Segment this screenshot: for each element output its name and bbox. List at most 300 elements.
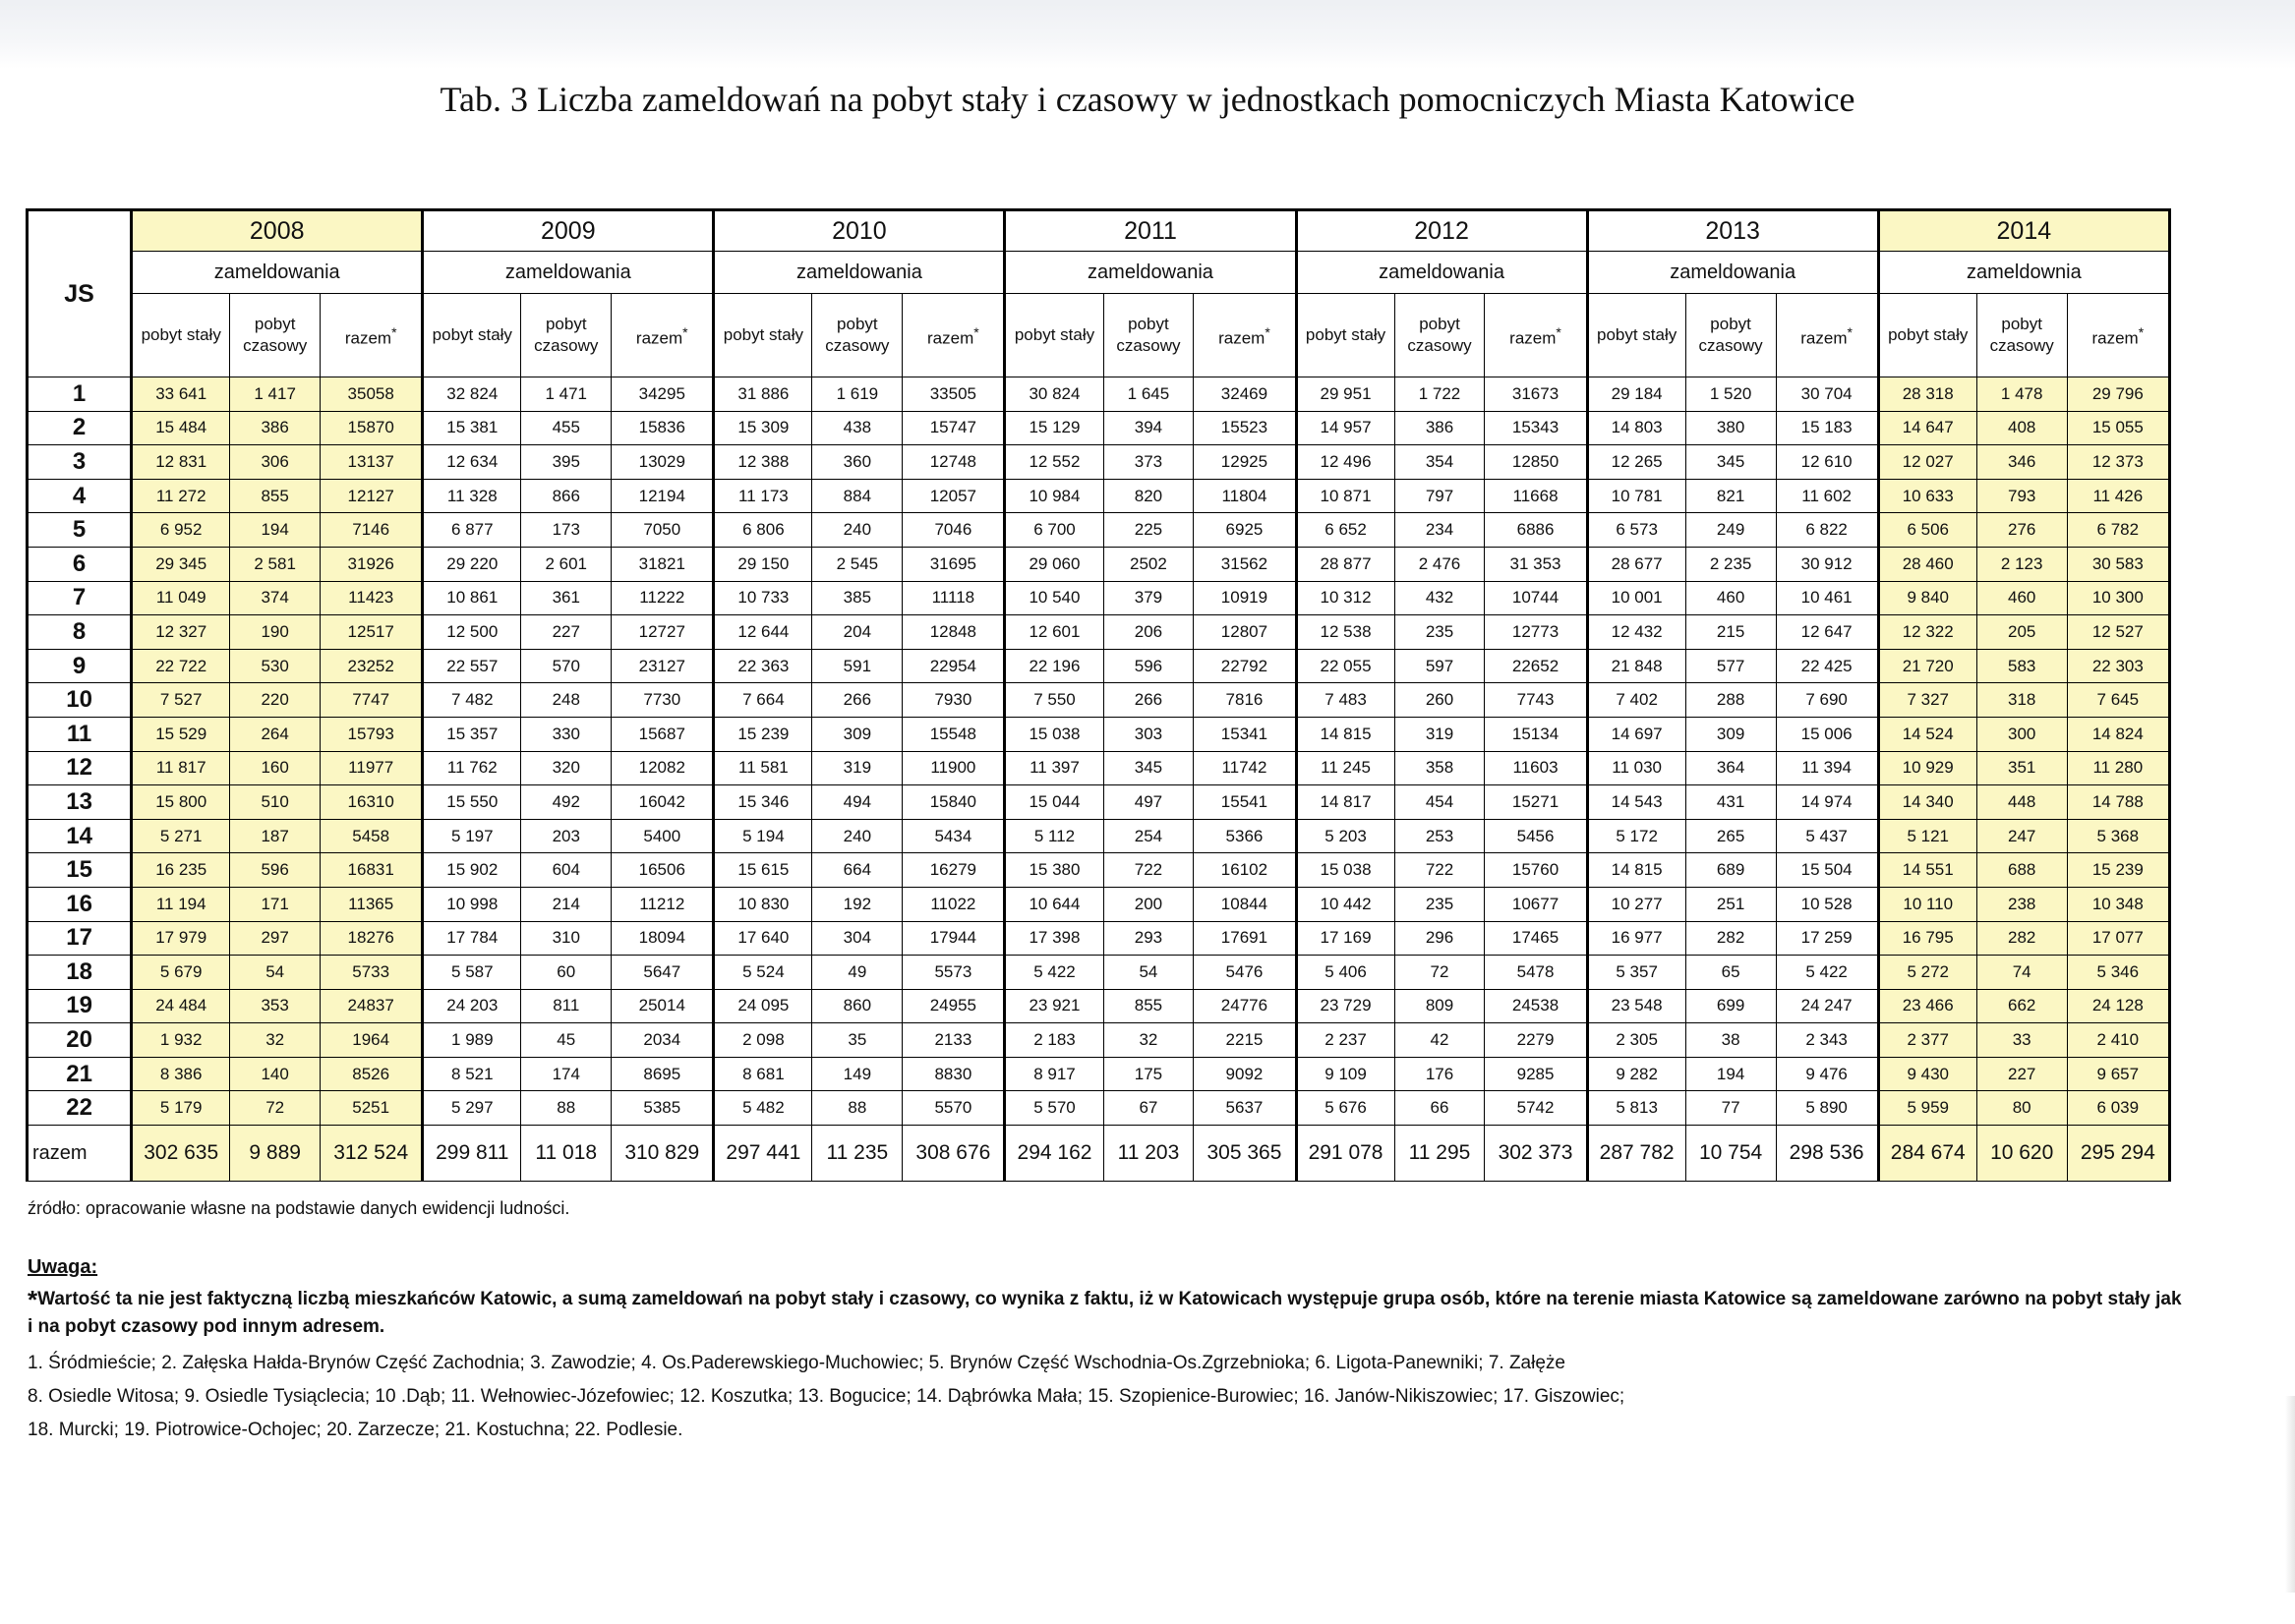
table-cell: 303: [1103, 717, 1194, 751]
table-row: [28, 989, 2170, 1023]
table-cell: 10919: [1194, 581, 1296, 615]
table-cell: 354: [1394, 445, 1485, 480]
table-cell: 17944: [903, 921, 1005, 956]
table-cell: 42: [1394, 1023, 1485, 1058]
table-cell: 380: [1685, 411, 1776, 445]
scan-edge-artifact: [2285, 1396, 2295, 1593]
table-cell: 596: [230, 853, 321, 888]
table-cell: 8 681: [714, 1057, 812, 1091]
table-cell: 15 239: [714, 717, 812, 751]
table-cell: 176: [1394, 1057, 1485, 1091]
table-cell: 5637: [1194, 1091, 1296, 1126]
table-cell: 1 932: [132, 1023, 230, 1058]
table-cell: 14 551: [1878, 853, 1976, 888]
table-cell: 2 545: [812, 547, 903, 581]
group-header: zameldowania: [1005, 252, 1296, 294]
table-cell: 15 239: [2067, 853, 2169, 888]
js-number-cell: 7: [28, 581, 132, 615]
table-cell: 30 583: [2067, 547, 2169, 581]
table-cell: 7 402: [1587, 683, 1685, 718]
table-cell: 187: [230, 819, 321, 853]
table-cell: 12 373: [2067, 445, 2169, 480]
table-row: [28, 921, 2170, 956]
subheader-czasowy-line1: pobyt: [2001, 315, 2042, 333]
table-cell: 23127: [612, 649, 714, 683]
total-cell: 302 635: [132, 1126, 230, 1182]
subheader-razem: [2067, 294, 2169, 377]
table-row: [28, 479, 2170, 513]
table-cell: 60: [521, 956, 612, 990]
table-cell: 5 422: [1776, 956, 1878, 990]
table-cell: 12 601: [1005, 615, 1103, 650]
subheader-razem: [612, 294, 714, 377]
subheader-pobyt-staly: pobyt stały: [1005, 294, 1103, 377]
js-number-cell: 20: [28, 1023, 132, 1058]
table-cell: 364: [1685, 751, 1776, 785]
table-cell: 884: [812, 479, 903, 513]
table-cell: 7 527: [132, 683, 230, 718]
table-cell: 12 527: [2067, 615, 2169, 650]
table-cell: 15 529: [132, 717, 230, 751]
table-cell: 1964: [321, 1023, 423, 1058]
table-cell: 29 150: [714, 547, 812, 581]
table-cell: 17691: [1194, 921, 1296, 956]
table-cell: 7 482: [423, 683, 521, 718]
table-cell: 17 259: [1776, 921, 1878, 956]
total-cell: 312 524: [321, 1126, 423, 1182]
table-cell: 6 700: [1005, 513, 1103, 548]
table-cell: 15 484: [132, 411, 230, 445]
table-cell: 9285: [1485, 1057, 1587, 1091]
table-cell: 11 397: [1005, 751, 1103, 785]
table-cell: 10 633: [1878, 479, 1976, 513]
table-cell: 22 722: [132, 649, 230, 683]
table-row: [28, 513, 2170, 548]
table-cell: 234: [1394, 513, 1485, 548]
table-cell: 358: [1394, 751, 1485, 785]
table-cell: 5 890: [1776, 1091, 1878, 1126]
table-cell: 204: [812, 615, 903, 650]
table-cell: 2 377: [1878, 1023, 1976, 1058]
table-cell: 194: [230, 513, 321, 548]
table-cell: 373: [1103, 445, 1194, 480]
table-cell: 5 406: [1296, 956, 1394, 990]
table-cell: 855: [230, 479, 321, 513]
table-row: [28, 649, 2170, 683]
js-number-cell: 12: [28, 751, 132, 785]
table-cell: 88: [812, 1091, 903, 1126]
table-cell: 175: [1103, 1057, 1194, 1091]
total-cell: 10 620: [1976, 1126, 2067, 1182]
subheader-razem-label: razem: [1800, 328, 1848, 348]
table-cell: 10 277: [1587, 887, 1685, 921]
table-row: [28, 547, 2170, 581]
subheader-razem-label: razem: [1218, 328, 1265, 348]
table-cell: 253: [1394, 819, 1485, 853]
js-number-cell: 22: [28, 1091, 132, 1126]
table-row: [28, 683, 2170, 718]
table-cell: 1 471: [521, 377, 612, 412]
table-cell: 24 247: [1776, 989, 1878, 1023]
table-cell: 215: [1685, 615, 1776, 650]
table-cell: 248: [521, 683, 612, 718]
table-cell: 14 803: [1587, 411, 1685, 445]
total-row: [28, 1126, 2170, 1182]
table-cell: 214: [521, 887, 612, 921]
table-cell: 24776: [1194, 989, 1296, 1023]
table-cell: 12 496: [1296, 445, 1394, 480]
subheader-razem: [903, 294, 1005, 377]
subheader-razem-label: razem: [2091, 328, 2139, 348]
table-cell: 140: [230, 1057, 321, 1091]
table-cell: 11222: [612, 581, 714, 615]
table-cell: 5 179: [132, 1091, 230, 1126]
table-cell: 10 001: [1587, 581, 1685, 615]
table-cell: 596: [1103, 649, 1194, 683]
table-cell: 16042: [612, 785, 714, 820]
table-row: [28, 581, 2170, 615]
table-cell: 11 194: [132, 887, 230, 921]
total-cell: 298 536: [1776, 1126, 1878, 1182]
table-cell: 33 641: [132, 377, 230, 412]
subheader-czasowy-line2: czasowy: [1989, 336, 2054, 355]
table-cell: 319: [1394, 717, 1485, 751]
table-cell: 22 196: [1005, 649, 1103, 683]
table-cell: 2 098: [714, 1023, 812, 1058]
subheader-pobyt-staly: pobyt stały: [714, 294, 812, 377]
table-cell: 14 524: [1878, 717, 1976, 751]
table-cell: 8695: [612, 1057, 714, 1091]
table-row: [28, 445, 2170, 480]
table-cell: 16 977: [1587, 921, 1685, 956]
table-cell: 23 466: [1878, 989, 1976, 1023]
table-cell: 7046: [903, 513, 1005, 548]
year-header: 2009: [423, 210, 714, 252]
table-cell: 22792: [1194, 649, 1296, 683]
table-cell: 10 528: [1776, 887, 1878, 921]
table-cell: 797: [1394, 479, 1485, 513]
table-cell: 10677: [1485, 887, 1587, 921]
table-cell: 460: [1976, 581, 2067, 615]
table-cell: 266: [812, 683, 903, 718]
table-cell: 6925: [1194, 513, 1296, 548]
subheader-pobyt-staly: pobyt stały: [132, 294, 230, 377]
table-cell: 45: [521, 1023, 612, 1058]
table-cell: 227: [521, 615, 612, 650]
table-cell: 5 272: [1878, 956, 1976, 990]
table-cell: 15760: [1485, 853, 1587, 888]
registrations-table: [26, 208, 2171, 1182]
table-cell: 12057: [903, 479, 1005, 513]
table-cell: 6 877: [423, 513, 521, 548]
table-row: [28, 1091, 2170, 1126]
asterisk-mark: *: [1847, 323, 1853, 340]
table-cell: 11 602: [1776, 479, 1878, 513]
table-cell: 432: [1394, 581, 1485, 615]
table-cell: 583: [1976, 649, 2067, 683]
table-cell: 225: [1103, 513, 1194, 548]
table-cell: 360: [812, 445, 903, 480]
table-cell: 12 538: [1296, 615, 1394, 650]
table-cell: 11 030: [1587, 751, 1685, 785]
table-cell: 1 989: [423, 1023, 521, 1058]
table-cell: 9 840: [1878, 581, 1976, 615]
table-row: [28, 751, 2170, 785]
table-cell: 11804: [1194, 479, 1296, 513]
table-cell: 31695: [903, 547, 1005, 581]
table-cell: 13029: [612, 445, 714, 480]
table-cell: 2 601: [521, 547, 612, 581]
table-cell: 604: [521, 853, 612, 888]
table-cell: 7 645: [2067, 683, 2169, 718]
table-cell: 7 327: [1878, 683, 1976, 718]
table-cell: 6 806: [714, 513, 812, 548]
js-number-cell: 14: [28, 819, 132, 853]
table-cell: 149: [812, 1057, 903, 1091]
subheader-pobyt-staly: pobyt stały: [1878, 294, 1976, 377]
table-cell: 10 871: [1296, 479, 1394, 513]
table-cell: 12 388: [714, 445, 812, 480]
table-cell: 2 123: [1976, 547, 2067, 581]
table-cell: 345: [1685, 445, 1776, 480]
table-cell: 22652: [1485, 649, 1587, 683]
table-cell: 247: [1976, 819, 2067, 853]
table-cell: 5 357: [1587, 956, 1685, 990]
table-cell: 15134: [1485, 717, 1587, 751]
subheader-pobyt-czasowy: [230, 294, 321, 377]
table-cell: 12 647: [1776, 615, 1878, 650]
table-cell: 7930: [903, 683, 1005, 718]
table-cell: 80: [1976, 1091, 2067, 1126]
table-cell: 38: [1685, 1023, 1776, 1058]
table-cell: 11900: [903, 751, 1005, 785]
table-cell: 194: [1685, 1057, 1776, 1091]
table-cell: 15870: [321, 411, 423, 445]
table-cell: 24955: [903, 989, 1005, 1023]
table-cell: 5 368: [2067, 819, 2169, 853]
table-cell: 8 917: [1005, 1057, 1103, 1091]
year-header: 2013: [1587, 210, 1878, 252]
notes-heading: Uwaga:: [28, 1256, 98, 1278]
table-cell: 821: [1685, 479, 1776, 513]
table-cell: 7730: [612, 683, 714, 718]
table-cell: 205: [1976, 615, 2067, 650]
table-cell: 35058: [321, 377, 423, 412]
table-cell: 10 929: [1878, 751, 1976, 785]
table-cell: 6 506: [1878, 513, 1976, 548]
table-cell: 1 645: [1103, 377, 1194, 412]
table-cell: 12 644: [714, 615, 812, 650]
table-cell: 460: [1685, 581, 1776, 615]
table-cell: 1 520: [1685, 377, 1776, 412]
subheader-razem: [1194, 294, 1296, 377]
table-cell: 5 587: [423, 956, 521, 990]
table-cell: 15523: [1194, 411, 1296, 445]
subheader-pobyt-staly: pobyt stały: [423, 294, 521, 377]
table-cell: 15 044: [1005, 785, 1103, 820]
table-cell: 171: [230, 887, 321, 921]
subheader-pobyt-czasowy: [521, 294, 612, 377]
unit-list-line: 8. Osiedle Witosa; 9. Osiedle Tysiąclecia; 10 .Dąb; 11. Wełnowiec-Józefowiec; 12. Koszutka; 13. Bogucice; 14. Dąbrówka Mała; 15. Szopienice-Burowiec; 16. Janów-Nikiszowiec; 17. Giszowiec;: [28, 1386, 1625, 1407]
table-cell: 492: [521, 785, 612, 820]
table-cell: 346: [1976, 445, 2067, 480]
table-cell: 25014: [612, 989, 714, 1023]
table-cell: 15548: [903, 717, 1005, 751]
table-cell: 30 824: [1005, 377, 1103, 412]
table-cell: 28 318: [1878, 377, 1976, 412]
table-cell: 12 432: [1587, 615, 1685, 650]
table-row: [28, 956, 2170, 990]
table-cell: 722: [1394, 853, 1485, 888]
js-number-cell: 19: [28, 989, 132, 1023]
table-cell: 16831: [321, 853, 423, 888]
year-header: 2011: [1005, 210, 1296, 252]
year-header: 2012: [1296, 210, 1587, 252]
table-cell: 11668: [1485, 479, 1587, 513]
js-number-cell: 15: [28, 853, 132, 888]
table-cell: 5 121: [1878, 819, 1976, 853]
js-number-cell: 3: [28, 445, 132, 480]
table-cell: 379: [1103, 581, 1194, 615]
subheader-czasowy-line2: czasowy: [1407, 336, 1472, 355]
table-cell: 722: [1103, 853, 1194, 888]
table-cell: 2502: [1103, 547, 1194, 581]
table-cell: 11423: [321, 581, 423, 615]
table-cell: 5 524: [714, 956, 812, 990]
table-cell: 5 570: [1005, 1091, 1103, 1126]
unit-list-line: 18. Murcki; 19. Piotrowice-Ochojec; 20. Zarzecze; 21. Kostuchna; 22. Podlesie.: [28, 1420, 683, 1440]
group-header: zameldowania: [1296, 252, 1587, 294]
table-cell: 431: [1685, 785, 1776, 820]
table-cell: 11 581: [714, 751, 812, 785]
js-number-cell: 6: [28, 547, 132, 581]
table-cell: 10 644: [1005, 887, 1103, 921]
table-cell: 11977: [321, 751, 423, 785]
data-table-container: [26, 208, 2171, 1182]
table-row: [28, 615, 2170, 650]
table-cell: 15 038: [1296, 853, 1394, 888]
table-cell: 23 921: [1005, 989, 1103, 1023]
table-cell: 235: [1394, 615, 1485, 650]
asterisk-mark: *: [1556, 323, 1561, 340]
table-cell: 10844: [1194, 887, 1296, 921]
table-cell: 12 610: [1776, 445, 1878, 480]
table-cell: 5 676: [1296, 1091, 1394, 1126]
table-cell: 66: [1394, 1091, 1485, 1126]
table-cell: 577: [1685, 649, 1776, 683]
table-cell: 7146: [321, 513, 423, 548]
subheader-razem-label: razem: [927, 328, 974, 348]
table-cell: 860: [812, 989, 903, 1023]
table-cell: 12127: [321, 479, 423, 513]
table-cell: 5366: [1194, 819, 1296, 853]
subheader-razem: [321, 294, 423, 377]
table-cell: 23252: [321, 649, 423, 683]
js-number-cell: 5: [28, 513, 132, 548]
table-cell: 12 500: [423, 615, 521, 650]
table-cell: 235: [1394, 887, 1485, 921]
table-cell: 265: [1685, 819, 1776, 853]
table-row: [28, 717, 2170, 751]
table-cell: 240: [812, 819, 903, 853]
js-number-cell: 9: [28, 649, 132, 683]
table-cell: 15 346: [714, 785, 812, 820]
table-cell: 15840: [903, 785, 1005, 820]
table-cell: 5 482: [714, 1091, 812, 1126]
table-cell: 29 184: [1587, 377, 1685, 412]
table-cell: 17 077: [2067, 921, 2169, 956]
table-cell: 16506: [612, 853, 714, 888]
table-cell: 264: [230, 717, 321, 751]
subheader-czasowy-line1: pobyt: [254, 315, 296, 333]
table-cell: 15 129: [1005, 411, 1103, 445]
table-cell: 35: [812, 1023, 903, 1058]
table-cell: 688: [1976, 853, 2067, 888]
table-cell: 10 348: [2067, 887, 2169, 921]
table-cell: 12 831: [132, 445, 230, 480]
table-cell: 2 410: [2067, 1023, 2169, 1058]
js-number-cell: 17: [28, 921, 132, 956]
table-cell: 438: [812, 411, 903, 445]
table-cell: 454: [1394, 785, 1485, 820]
table-cell: 15836: [612, 411, 714, 445]
table-cell: 190: [230, 615, 321, 650]
table-row: [28, 411, 2170, 445]
table-cell: 12 634: [423, 445, 521, 480]
table-cell: 31 353: [1485, 547, 1587, 581]
table-cell: 5 203: [1296, 819, 1394, 853]
table-cell: 293: [1103, 921, 1194, 956]
table-cell: 7 550: [1005, 683, 1103, 718]
table-cell: 5573: [903, 956, 1005, 990]
table-cell: 2 476: [1394, 547, 1485, 581]
table-cell: 11 328: [423, 479, 521, 513]
table-cell: 11 049: [132, 581, 230, 615]
asterisk-note-text: Wartość ta nie jest faktyczną liczbą mieszkańców Katowic, a sumą zameldowań na pobyt stały i czasowy, co wynika z faktu, iż w Katowicach występuje grupa osób, które na terenie miasta Katowice są zameldowane zarówno na pobyt stały jak i na pobyt czasowy pod innym adresem.: [28, 1289, 2182, 1337]
table-cell: 497: [1103, 785, 1194, 820]
table-cell: 15343: [1485, 411, 1587, 445]
table-cell: 21 848: [1587, 649, 1685, 683]
table-row: [28, 1023, 2170, 1058]
table-cell: 29 345: [132, 547, 230, 581]
table-cell: 14 340: [1878, 785, 1976, 820]
subheader-czasowy-line2: czasowy: [825, 336, 890, 355]
table-cell: 9 476: [1776, 1057, 1878, 1091]
table-cell: 5251: [321, 1091, 423, 1126]
table-row: [28, 785, 2170, 820]
table-cell: 10 830: [714, 887, 812, 921]
table-cell: 16 795: [1878, 921, 1976, 956]
table-cell: 345: [1103, 751, 1194, 785]
table-cell: 17 169: [1296, 921, 1394, 956]
table-cell: 200: [1103, 887, 1194, 921]
table-cell: 31926: [321, 547, 423, 581]
total-cell: 11 235: [812, 1126, 903, 1182]
table-cell: 24 203: [423, 989, 521, 1023]
table-cell: 5 172: [1587, 819, 1685, 853]
table-cell: 88: [521, 1091, 612, 1126]
table-cell: 10 861: [423, 581, 521, 615]
table-cell: 18094: [612, 921, 714, 956]
table-cell: 11212: [612, 887, 714, 921]
unit-list-line: 1. Śródmieście; 2. Załęska Hałda-Brynów Część Zachodnia; 3. Zawodzie; 4. Os.Paderewskiego-Muchowiec; 5. Brynów Część Wschodnia-Os.Zgrzebnioka; 6. Ligota-Panewniki; 7. Załęże: [28, 1353, 1565, 1373]
table-cell: 2 237: [1296, 1023, 1394, 1058]
table-cell: 5733: [321, 956, 423, 990]
table-cell: 811: [521, 989, 612, 1023]
table-cell: 13137: [321, 445, 423, 480]
table-cell: 10 110: [1878, 887, 1976, 921]
table-cell: 33505: [903, 377, 1005, 412]
